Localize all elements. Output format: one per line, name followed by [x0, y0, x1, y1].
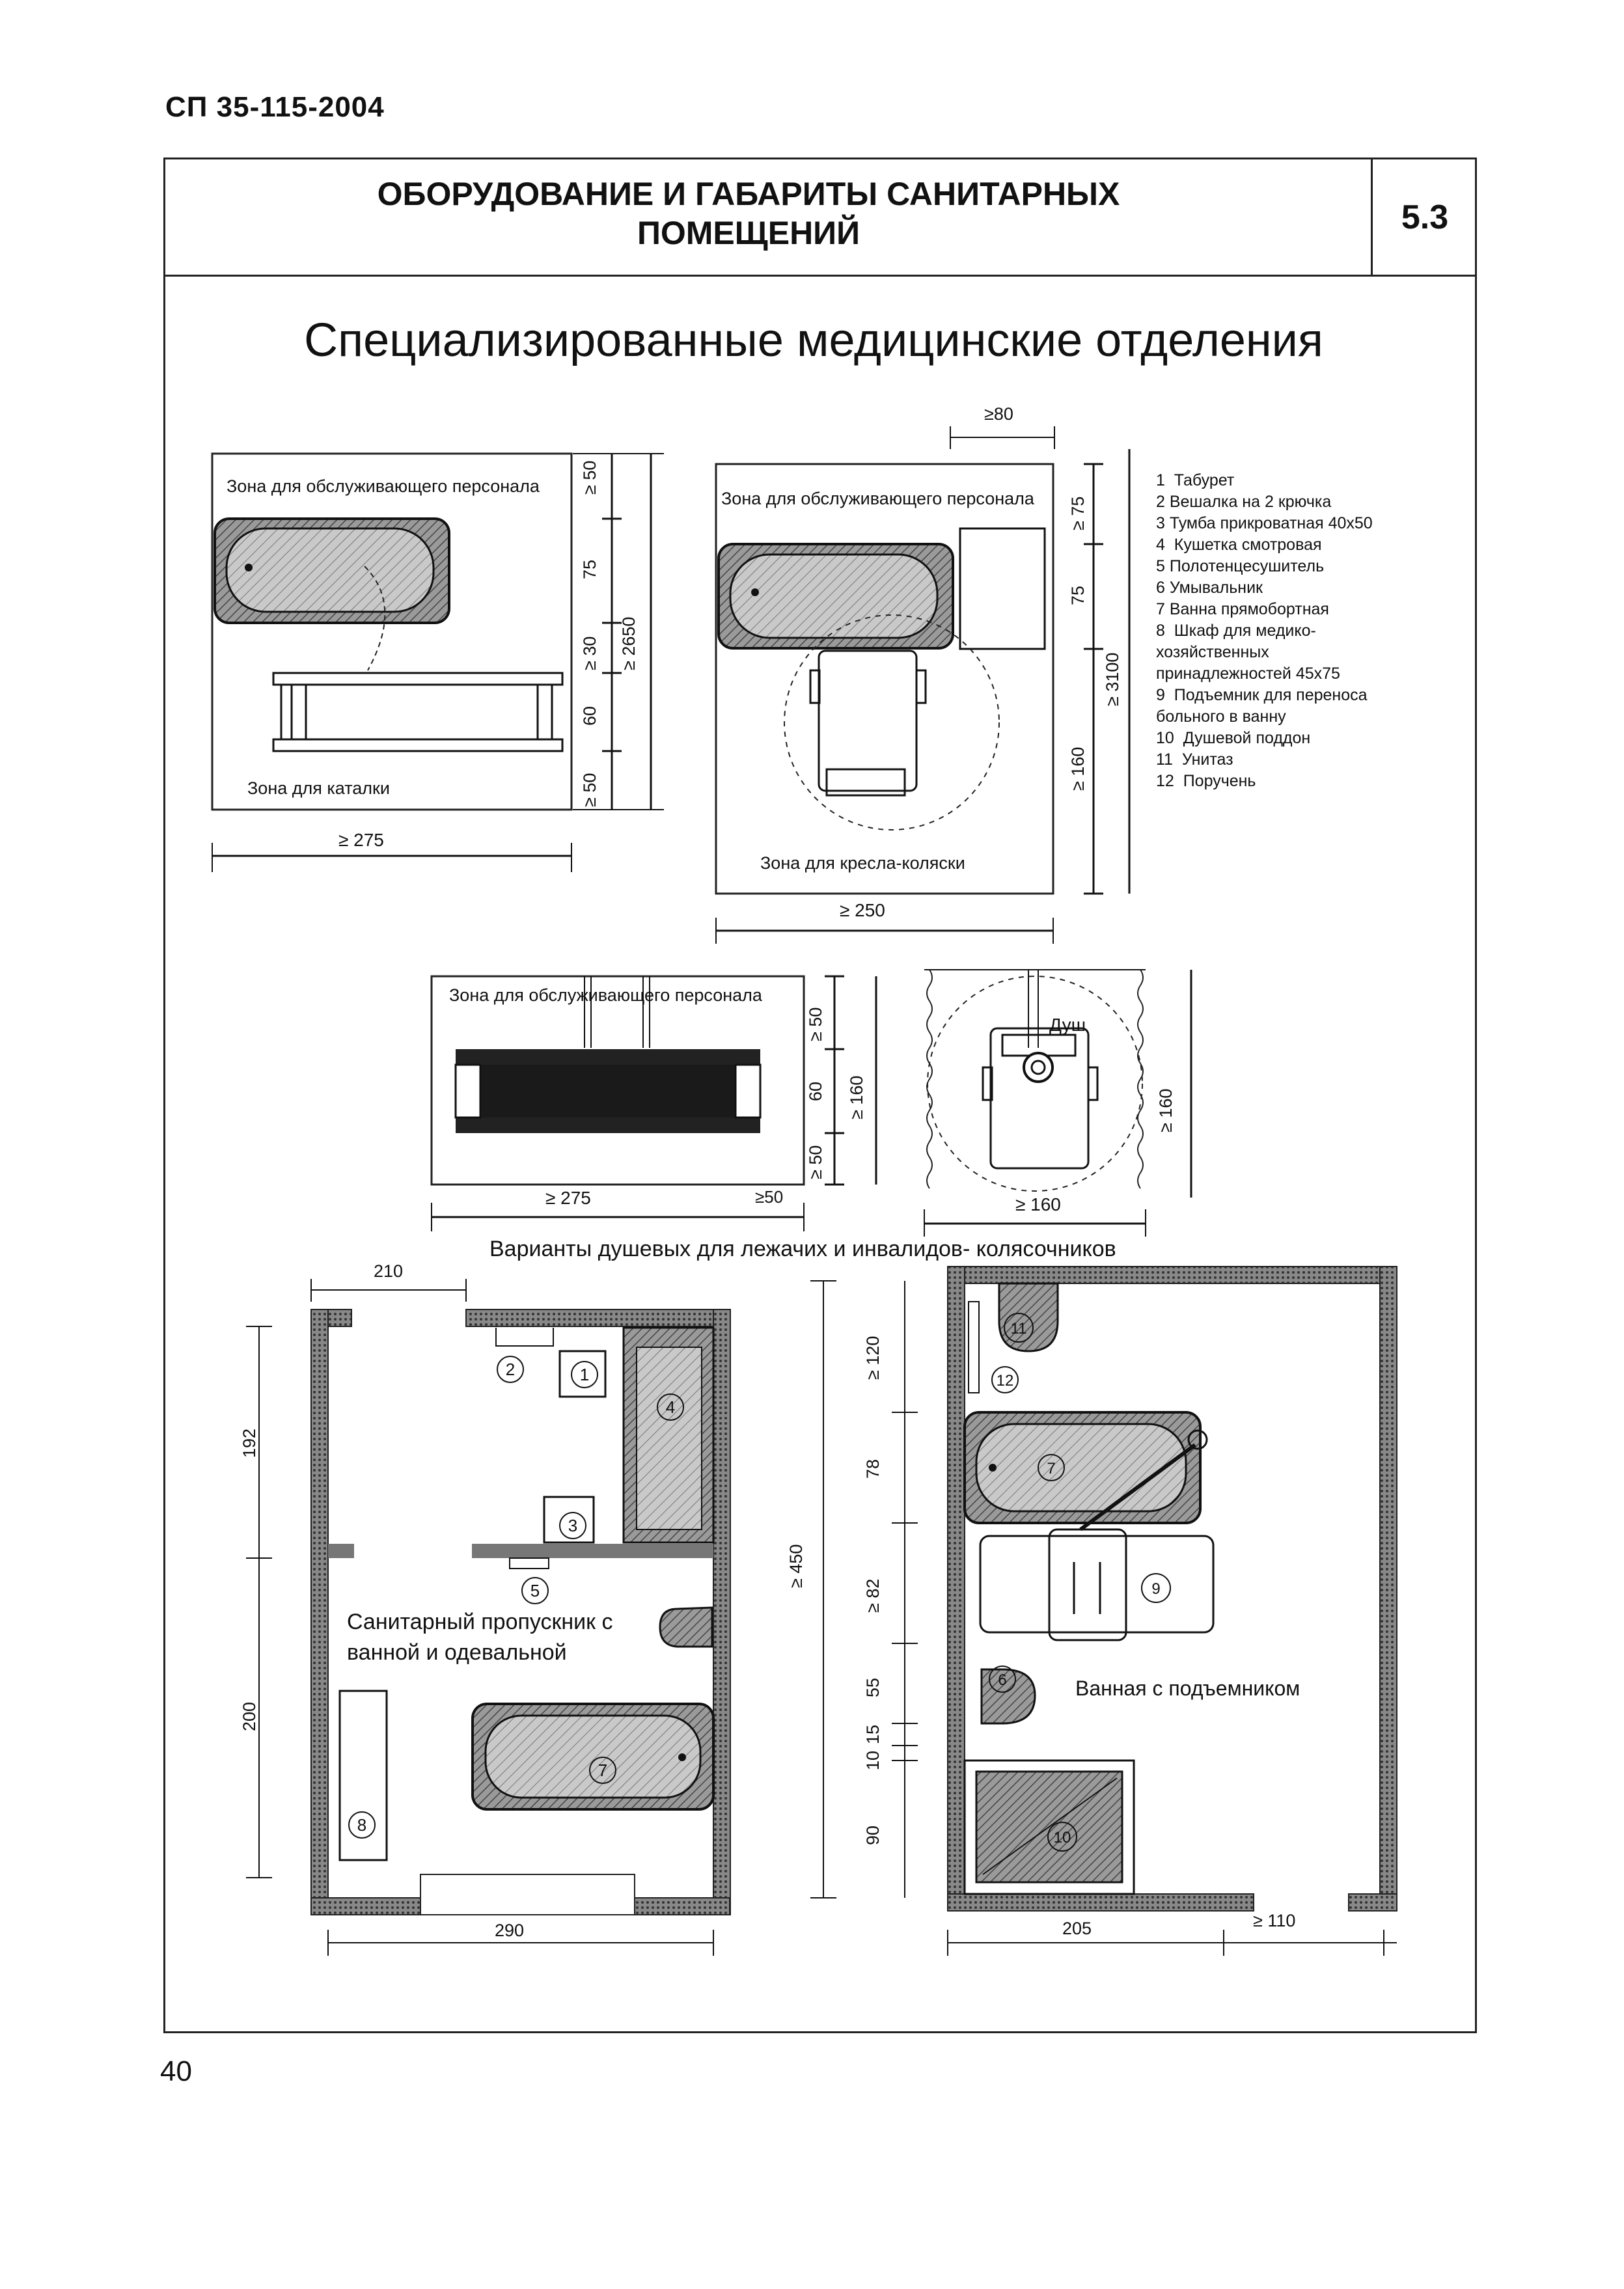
legend-item: больного в ванну: [1156, 707, 1286, 726]
legend-item: 7 Ванна прямобортная: [1156, 600, 1329, 618]
plan4-shower-head: [1024, 1053, 1053, 1082]
plan-2: [716, 404, 1129, 944]
plan3-zone-staff: Зона для обслуживающего персонала: [449, 985, 762, 1005]
plan3-dim-extra: ≥50: [755, 1187, 784, 1207]
legend-item: 5 Полотенцесушитель: [1156, 557, 1325, 575]
plan2-dim-total: ≥ 3100: [1103, 652, 1122, 706]
legend-item: 1 Табурет: [1156, 471, 1235, 489]
plan6-dim-d7: 90: [863, 1825, 883, 1845]
plan6-dim-bottom: 205: [1062, 1919, 1092, 1938]
plan5-marker-4: 4: [665, 1397, 676, 1417]
plan5-marker-5: 5: [530, 1581, 540, 1600]
plan1-dim-width: ≥ 275: [338, 830, 384, 850]
legend-item: 8 Шкаф для медико-: [1156, 622, 1316, 640]
plan6-marker-6: 6: [998, 1671, 1007, 1689]
page-number: 40: [160, 2055, 192, 2087]
document-code: СП 35-115-2004: [165, 91, 385, 123]
legend-item: 3 Тумба прикроватная 40x50: [1156, 514, 1373, 532]
plan4-wheelchair: [983, 1028, 1097, 1168]
plan-3: [432, 976, 876, 1231]
legend-item: 12 Поручень: [1156, 772, 1256, 790]
plan6-dim-d5: 15: [863, 1724, 883, 1744]
plan4-dim-width: ≥ 160: [1015, 1194, 1061, 1214]
plan1-dim-d5: ≥ 50: [580, 773, 599, 807]
plan6-marker-11: 11: [1010, 1320, 1027, 1337]
plan1-zone-staff: Зона для обслуживающего персонала: [227, 476, 540, 496]
plan1-dim-total: ≥ 2650: [619, 616, 639, 670]
plan2-dim-top: ≥80: [984, 404, 1013, 424]
plan5-washbasin: [660, 1608, 712, 1647]
legend-item: хозяйственных: [1156, 643, 1269, 661]
plan6-marker-10: 10: [1053, 1829, 1071, 1846]
plan1-zone-gurney: Зона для каталки: [247, 778, 390, 798]
plan2-dim-width: ≥ 250: [840, 900, 885, 920]
plan6-grab-bar: [969, 1302, 979, 1393]
plan2-dim-d3: ≥ 160: [1068, 747, 1088, 791]
plan5-dim-top: 210: [374, 1261, 404, 1281]
plan-5: [240, 1261, 730, 1956]
plan5-dim-left1: 192: [240, 1428, 259, 1458]
plan-6: [786, 1267, 1397, 1956]
plan6-dim-d2: 78: [863, 1459, 883, 1479]
plan5-dim-left2: 200: [240, 1701, 259, 1731]
plan5-marker-1: 1: [579, 1365, 590, 1384]
plan5-marker-7: 7: [598, 1761, 608, 1780]
plan2-zone-staff: Зона для обслуживающего персонала: [721, 489, 1034, 508]
plan6-room-label: Ванная с подъемником: [1075, 1677, 1301, 1700]
legend: [1156, 470, 1373, 792]
plan6-dim-d1: ≥ 120: [863, 1336, 883, 1380]
legend-item: принадлежностей 45x75: [1156, 665, 1340, 683]
plan3-shower-trolley: [456, 1049, 760, 1133]
plan1-dim-d2: 75: [580, 559, 599, 579]
plan3-dim-d1: ≥ 50: [806, 1007, 825, 1041]
plan2-lift: [960, 528, 1045, 649]
plan6-dim-total: ≥ 450: [786, 1544, 806, 1588]
plan5-marker-3: 3: [568, 1516, 578, 1535]
plan2-zone-wheelchair: Зона для кресла-коляски: [760, 853, 965, 873]
legend-item: 4 Кушетка смотровая: [1156, 536, 1322, 554]
plan1-room: [212, 454, 571, 810]
plan2-dim-d1: ≥ 75: [1068, 496, 1088, 530]
plan3-dim-width: ≥ 275: [545, 1188, 591, 1208]
section-number: 5.3: [1371, 158, 1477, 277]
legend-item: 9 Подъемник для переноса: [1156, 686, 1368, 704]
plan1-dim-d3: ≥ 30: [580, 636, 599, 670]
plan6-lift: [980, 1536, 1213, 1632]
plan6-dim-d4: 55: [863, 1677, 883, 1697]
legend-item: 10 Душевой поддон: [1156, 729, 1311, 747]
page-subtitle: Специализированные медицинские отделения: [304, 314, 1323, 366]
plan-4: [924, 970, 1191, 1237]
legend-item: 11 Унитаз: [1156, 750, 1233, 769]
plan6-dim-d6: 10: [863, 1750, 883, 1770]
plan4-dim-height: ≥ 160: [1156, 1088, 1176, 1132]
plan5-room-label-1: Санитарный пропускник с: [347, 1610, 613, 1634]
showers-caption: Варианты душевых для лежачих и инвалидов- колясочников: [489, 1237, 1116, 1261]
plan3-dim-d3: ≥ 50: [806, 1145, 825, 1179]
plan-1: [212, 454, 664, 872]
plan3-dim-d2: 60: [806, 1081, 825, 1101]
plan5-marker-8: 8: [357, 1815, 367, 1835]
plan3-dim-total: ≥ 160: [847, 1075, 866, 1119]
plan5-marker-2: 2: [505, 1360, 516, 1379]
legend-item: 6 Умывальник: [1156, 579, 1263, 597]
plan6-dim-door: ≥ 110: [1253, 1911, 1296, 1930]
section-title-line1: ОБОРУДОВАНИЕ И ГАБАРИТЫ САНИТАРНЫХ: [377, 176, 1120, 212]
plan5-dim-bottom: 290: [495, 1921, 525, 1940]
plan2-dim-d2: 75: [1068, 585, 1088, 605]
plan6-marker-7: 7: [1047, 1460, 1056, 1477]
legend-item: 2 Вешалка на 2 крючка: [1156, 493, 1332, 511]
section-title-line2: ПОМЕЩЕНИЙ: [637, 215, 860, 251]
plan5-room-label-2: ванной и одевальной: [347, 1640, 567, 1665]
plan6-dim-d3: ≥ 82: [863, 1578, 883, 1613]
plan1-dim-d4: 60: [580, 706, 599, 726]
plan1-dim-d1: ≥ 50: [580, 460, 599, 495]
plan6-marker-9: 9: [1151, 1580, 1161, 1598]
plan4-shower-label: Душ: [1049, 1015, 1086, 1035]
plan6-marker-12: 12: [996, 1372, 1014, 1390]
